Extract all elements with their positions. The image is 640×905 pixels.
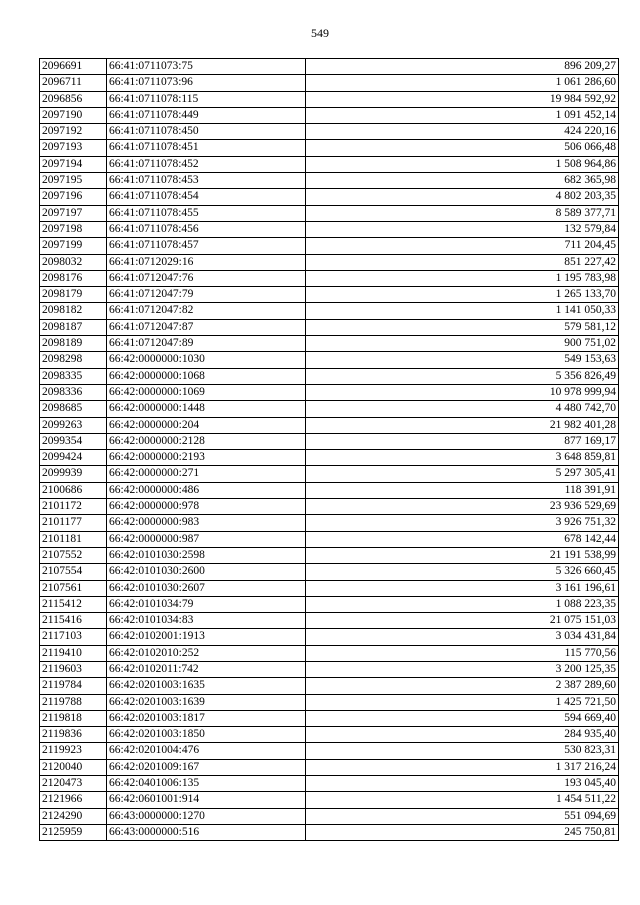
row-id-cell: 2097197 — [40, 205, 107, 221]
table-row — [40, 482, 619, 498]
table-row — [40, 336, 619, 352]
cadastral-number-cell: 66:41:0711073:96 — [107, 75, 306, 91]
cadastral-number-cell: 66:42:0000000:978 — [107, 499, 306, 515]
value-cell: 3 200 125,35 — [306, 661, 619, 677]
table-row — [40, 368, 619, 384]
cadastral-number-cell: 66:42:0000000:1030 — [107, 352, 306, 368]
cadastral-number-cell: 66:42:0201004:476 — [107, 743, 306, 759]
row-id-cell: 2096691 — [40, 59, 107, 75]
value-cell: 10 978 999,94 — [306, 384, 619, 400]
row-id-cell: 2097195 — [40, 173, 107, 189]
row-id-cell: 2098187 — [40, 319, 107, 335]
table-row — [40, 727, 619, 743]
value-cell: 851 227,42 — [306, 254, 619, 270]
table-row — [40, 287, 619, 303]
value-cell: 1 454 511,22 — [306, 792, 619, 808]
row-id-cell: 2098336 — [40, 384, 107, 400]
cadastral-number-cell: 66:42:0000000:204 — [107, 417, 306, 433]
table-row — [40, 678, 619, 694]
cadastral-number-cell: 66:41:0711078:456 — [107, 221, 306, 237]
table-row — [40, 173, 619, 189]
value-cell: 118 391,91 — [306, 482, 619, 498]
row-id-cell: 2098685 — [40, 401, 107, 417]
table-row — [40, 450, 619, 466]
cadastral-number-cell: 66:43:0000000:516 — [107, 824, 306, 840]
row-id-cell: 2101172 — [40, 499, 107, 515]
table-row — [40, 189, 619, 205]
cadastral-number-cell: 66:42:0201003:1817 — [107, 710, 306, 726]
value-cell: 506 066,48 — [306, 140, 619, 156]
cadastral-number-cell: 66:41:0711078:449 — [107, 107, 306, 123]
row-id-cell: 2125959 — [40, 824, 107, 840]
table-row — [40, 499, 619, 515]
table-row — [40, 661, 619, 677]
cadastral-number-cell: 66:41:0712047:87 — [107, 319, 306, 335]
table-row — [40, 547, 619, 563]
value-cell: 1 061 286,60 — [306, 75, 619, 91]
row-id-cell: 2099424 — [40, 450, 107, 466]
cadastral-number-cell: 66:42:0000000:271 — [107, 466, 306, 482]
table-row — [40, 270, 619, 286]
row-id-cell: 2098298 — [40, 352, 107, 368]
cadastral-number-cell: 66:41:0712029:16 — [107, 254, 306, 270]
cadastral-number-cell: 66:42:0000000:1448 — [107, 401, 306, 417]
row-id-cell: 2098189 — [40, 336, 107, 352]
cadastral-number-cell: 66:42:0401006:135 — [107, 776, 306, 792]
table-row — [40, 319, 619, 335]
table-row — [40, 221, 619, 237]
cadastral-number-cell: 66:42:0201003:1635 — [107, 678, 306, 694]
table-row — [40, 75, 619, 91]
table-row — [40, 531, 619, 547]
row-id-cell: 2119836 — [40, 727, 107, 743]
value-cell: 8 589 377,71 — [306, 205, 619, 221]
table-row — [40, 384, 619, 400]
cadastral-number-cell: 66:42:0101034:79 — [107, 596, 306, 612]
row-id-cell: 2099263 — [40, 417, 107, 433]
row-id-cell: 2115416 — [40, 613, 107, 629]
value-cell: 1 141 050,33 — [306, 303, 619, 319]
table-row — [40, 466, 619, 482]
value-cell: 711 204,45 — [306, 238, 619, 254]
row-id-cell: 2099939 — [40, 466, 107, 482]
value-cell: 21 075 151,03 — [306, 613, 619, 629]
row-id-cell: 2097199 — [40, 238, 107, 254]
row-id-cell: 2119410 — [40, 645, 107, 661]
cadastral-number-cell: 66:43:0000000:1270 — [107, 808, 306, 824]
row-id-cell: 2097198 — [40, 221, 107, 237]
table-row — [40, 303, 619, 319]
value-cell: 530 823,31 — [306, 743, 619, 759]
table-row — [40, 580, 619, 596]
table-row — [40, 401, 619, 417]
row-id-cell: 2097192 — [40, 124, 107, 140]
table-row — [40, 515, 619, 531]
row-id-cell: 2120040 — [40, 759, 107, 775]
table-row — [40, 156, 619, 172]
cadastral-number-cell: 66:42:0000000:1068 — [107, 368, 306, 384]
value-cell: 132 579,84 — [306, 221, 619, 237]
cadastral-number-cell: 66:42:0000000:987 — [107, 531, 306, 547]
value-cell: 21 982 401,28 — [306, 417, 619, 433]
value-cell: 1 425 721,50 — [306, 694, 619, 710]
value-cell: 549 153,63 — [306, 352, 619, 368]
row-id-cell: 2121966 — [40, 792, 107, 808]
cadastral-number-cell: 66:41:0711078:457 — [107, 238, 306, 254]
row-id-cell: 2098335 — [40, 368, 107, 384]
row-id-cell: 2097194 — [40, 156, 107, 172]
value-cell: 4 802 203,35 — [306, 189, 619, 205]
row-id-cell: 2100686 — [40, 482, 107, 498]
value-cell: 594 669,40 — [306, 710, 619, 726]
table-row — [40, 710, 619, 726]
row-id-cell: 2101177 — [40, 515, 107, 531]
cadastral-number-cell: 66:41:0711078:452 — [107, 156, 306, 172]
cadastral-number-cell: 66:42:0101030:2607 — [107, 580, 306, 596]
row-id-cell: 2119603 — [40, 661, 107, 677]
value-cell: 19 984 592,92 — [306, 91, 619, 107]
value-cell: 5 297 305,41 — [306, 466, 619, 482]
value-cell: 1 195 783,98 — [306, 270, 619, 286]
value-cell: 245 750,81 — [306, 824, 619, 840]
cadastral-number-cell: 66:42:0102001:1913 — [107, 629, 306, 645]
cadastral-number-cell: 66:42:0000000:486 — [107, 482, 306, 498]
row-id-cell: 2119788 — [40, 694, 107, 710]
cadastral-number-cell: 66:41:0712047:79 — [107, 287, 306, 303]
row-id-cell: 2124290 — [40, 808, 107, 824]
row-id-cell: 2119784 — [40, 678, 107, 694]
table-row — [40, 417, 619, 433]
cadastral-number-cell: 66:42:0102011:742 — [107, 661, 306, 677]
table-row — [40, 613, 619, 629]
row-id-cell: 2115412 — [40, 596, 107, 612]
cadastral-number-cell: 66:41:0712047:89 — [107, 336, 306, 352]
value-cell: 1 088 223,35 — [306, 596, 619, 612]
row-id-cell: 2101181 — [40, 531, 107, 547]
table-row — [40, 238, 619, 254]
row-id-cell: 2096711 — [40, 75, 107, 91]
registry-table-body — [40, 59, 619, 841]
table-row — [40, 596, 619, 612]
value-cell: 193 045,40 — [306, 776, 619, 792]
value-cell: 551 094,69 — [306, 808, 619, 824]
table-row — [40, 824, 619, 840]
registry-table — [39, 58, 619, 841]
cadastral-number-cell: 66:41:0711078:451 — [107, 140, 306, 156]
value-cell: 424 220,16 — [306, 124, 619, 140]
row-id-cell: 2098032 — [40, 254, 107, 270]
row-id-cell: 2120473 — [40, 776, 107, 792]
row-id-cell: 2107552 — [40, 547, 107, 563]
cadastral-number-cell: 66:41:0711078:454 — [107, 189, 306, 205]
cadastral-number-cell: 66:42:0201009:167 — [107, 759, 306, 775]
cadastral-number-cell: 66:41:0711078:450 — [107, 124, 306, 140]
cadastral-number-cell: 66:42:0201003:1639 — [107, 694, 306, 710]
row-id-cell: 2117103 — [40, 629, 107, 645]
table-row — [40, 254, 619, 270]
value-cell: 5 326 660,45 — [306, 564, 619, 580]
table-row — [40, 59, 619, 75]
table-row — [40, 694, 619, 710]
cadastral-number-cell: 66:41:0711078:453 — [107, 173, 306, 189]
cadastral-number-cell: 66:42:0201003:1850 — [107, 727, 306, 743]
table-row — [40, 107, 619, 123]
value-cell: 3 161 196,61 — [306, 580, 619, 596]
value-cell: 682 365,98 — [306, 173, 619, 189]
value-cell: 5 356 826,49 — [306, 368, 619, 384]
row-id-cell: 2107554 — [40, 564, 107, 580]
value-cell: 3 648 859,81 — [306, 450, 619, 466]
row-id-cell: 2107561 — [40, 580, 107, 596]
cadastral-number-cell: 66:41:0711073:75 — [107, 59, 306, 75]
cadastral-number-cell: 66:42:0601001:914 — [107, 792, 306, 808]
cadastral-number-cell: 66:42:0101034:83 — [107, 613, 306, 629]
value-cell: 579 581,12 — [306, 319, 619, 335]
cadastral-number-cell: 66:42:0000000:1069 — [107, 384, 306, 400]
value-cell: 877 169,17 — [306, 433, 619, 449]
table-row — [40, 808, 619, 824]
value-cell: 1 265 133,70 — [306, 287, 619, 303]
value-cell: 4 480 742,70 — [306, 401, 619, 417]
table-row — [40, 645, 619, 661]
cadastral-number-cell: 66:42:0101030:2600 — [107, 564, 306, 580]
value-cell: 678 142,44 — [306, 531, 619, 547]
row-id-cell: 2119923 — [40, 743, 107, 759]
cadastral-number-cell: 66:42:0000000:2128 — [107, 433, 306, 449]
value-cell: 284 935,40 — [306, 727, 619, 743]
value-cell: 3 034 431,84 — [306, 629, 619, 645]
table-row — [40, 352, 619, 368]
row-id-cell: 2097193 — [40, 140, 107, 156]
cadastral-number-cell: 66:41:0712047:82 — [107, 303, 306, 319]
cadastral-number-cell: 66:42:0000000:2193 — [107, 450, 306, 466]
row-id-cell: 2098176 — [40, 270, 107, 286]
value-cell: 1 508 964,86 — [306, 156, 619, 172]
table-row — [40, 140, 619, 156]
value-cell: 3 926 751,32 — [306, 515, 619, 531]
table-row — [40, 433, 619, 449]
cadastral-number-cell: 66:42:0000000:983 — [107, 515, 306, 531]
value-cell: 900 751,02 — [306, 336, 619, 352]
row-id-cell: 2098179 — [40, 287, 107, 303]
cadastral-number-cell: 66:41:0711078:455 — [107, 205, 306, 221]
row-id-cell: 2119818 — [40, 710, 107, 726]
table-row — [40, 205, 619, 221]
value-cell: 23 936 529,69 — [306, 499, 619, 515]
table-row — [40, 759, 619, 775]
table-row — [40, 776, 619, 792]
row-id-cell: 2097196 — [40, 189, 107, 205]
row-id-cell: 2096856 — [40, 91, 107, 107]
cadastral-number-cell: 66:41:0711078:115 — [107, 91, 306, 107]
page-number: 549 — [311, 26, 329, 40]
table-row — [40, 124, 619, 140]
table-row — [40, 91, 619, 107]
value-cell: 21 191 538,99 — [306, 547, 619, 563]
table-row — [40, 792, 619, 808]
cadastral-number-cell: 66:41:0712047:76 — [107, 270, 306, 286]
row-id-cell: 2098182 — [40, 303, 107, 319]
row-id-cell: 2099354 — [40, 433, 107, 449]
value-cell: 2 387 289,60 — [306, 678, 619, 694]
table-row — [40, 564, 619, 580]
value-cell: 1 091 452,14 — [306, 107, 619, 123]
value-cell: 1 317 216,24 — [306, 759, 619, 775]
table-row — [40, 629, 619, 645]
row-id-cell: 2097190 — [40, 107, 107, 123]
cadastral-number-cell: 66:42:0102010:252 — [107, 645, 306, 661]
value-cell: 896 209,27 — [306, 59, 619, 75]
cadastral-number-cell: 66:42:0101030:2598 — [107, 547, 306, 563]
table-row — [40, 743, 619, 759]
value-cell: 115 770,56 — [306, 645, 619, 661]
